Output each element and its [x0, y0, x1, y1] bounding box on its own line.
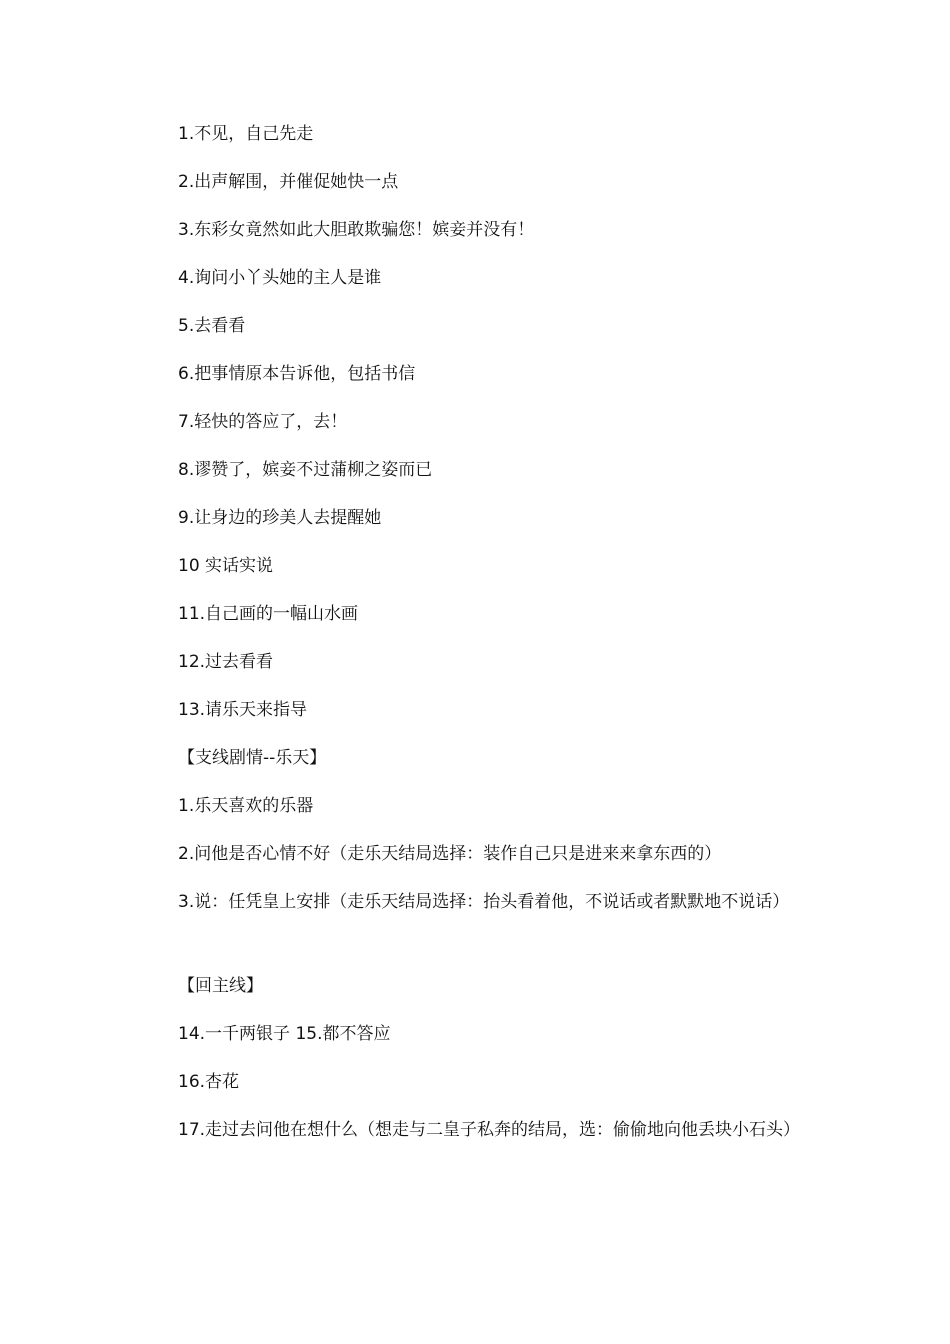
paragraph: 6.把事情原本告诉他，包括书信 [178, 364, 416, 384]
paragraph: 11.自己画的一幅山水画 [178, 604, 359, 624]
paragraph: 12.过去看看 [178, 652, 274, 672]
paragraph: 2.出声解围，并催促她快一点 [178, 172, 399, 192]
paragraph: 5.去看看 [178, 316, 246, 336]
paragraph: 2.问他是否心情不好（走乐天结局选择：装作自己只是进来来拿东西的） [178, 844, 722, 864]
paragraph: 8.谬赞了，嫔妾不过蒲柳之姿而已 [178, 460, 433, 480]
paragraph: 13.请乐天来指导 [178, 700, 308, 720]
section-heading: 【支线剧情--乐天】 [178, 748, 327, 768]
paragraph: 1.乐天喜欢的乐器 [178, 796, 314, 816]
paragraph: 14.一千两银子 15.都不答应 [178, 1024, 391, 1044]
paragraph: 1.不见，自己先走 [178, 124, 314, 144]
paragraph: 4.询问小丫头她的主人是谁 [178, 268, 382, 288]
paragraph: 16.杏花 [178, 1072, 240, 1092]
paragraph: 7.轻快的答应了，去！ [178, 412, 348, 432]
paragraph: 9.让身边的珍美人去提醒她 [178, 508, 382, 528]
paragraph: 10 实话实说 [178, 556, 274, 576]
paragraph: 3.东彩女竟然如此大胆敢欺骗您！嫔妾并没有！ [178, 220, 535, 240]
paragraph: 3.说：任凭皇上安排（走乐天结局选择：抬头看着他，不说话或者默默地不说话） [178, 892, 790, 912]
paragraph: 17.走过去问他在想什么（想走与二皇子私奔的结局，选：偷偷地向他丢块小石头） [178, 1120, 801, 1140]
section-heading: 【回主线】 [178, 976, 263, 996]
